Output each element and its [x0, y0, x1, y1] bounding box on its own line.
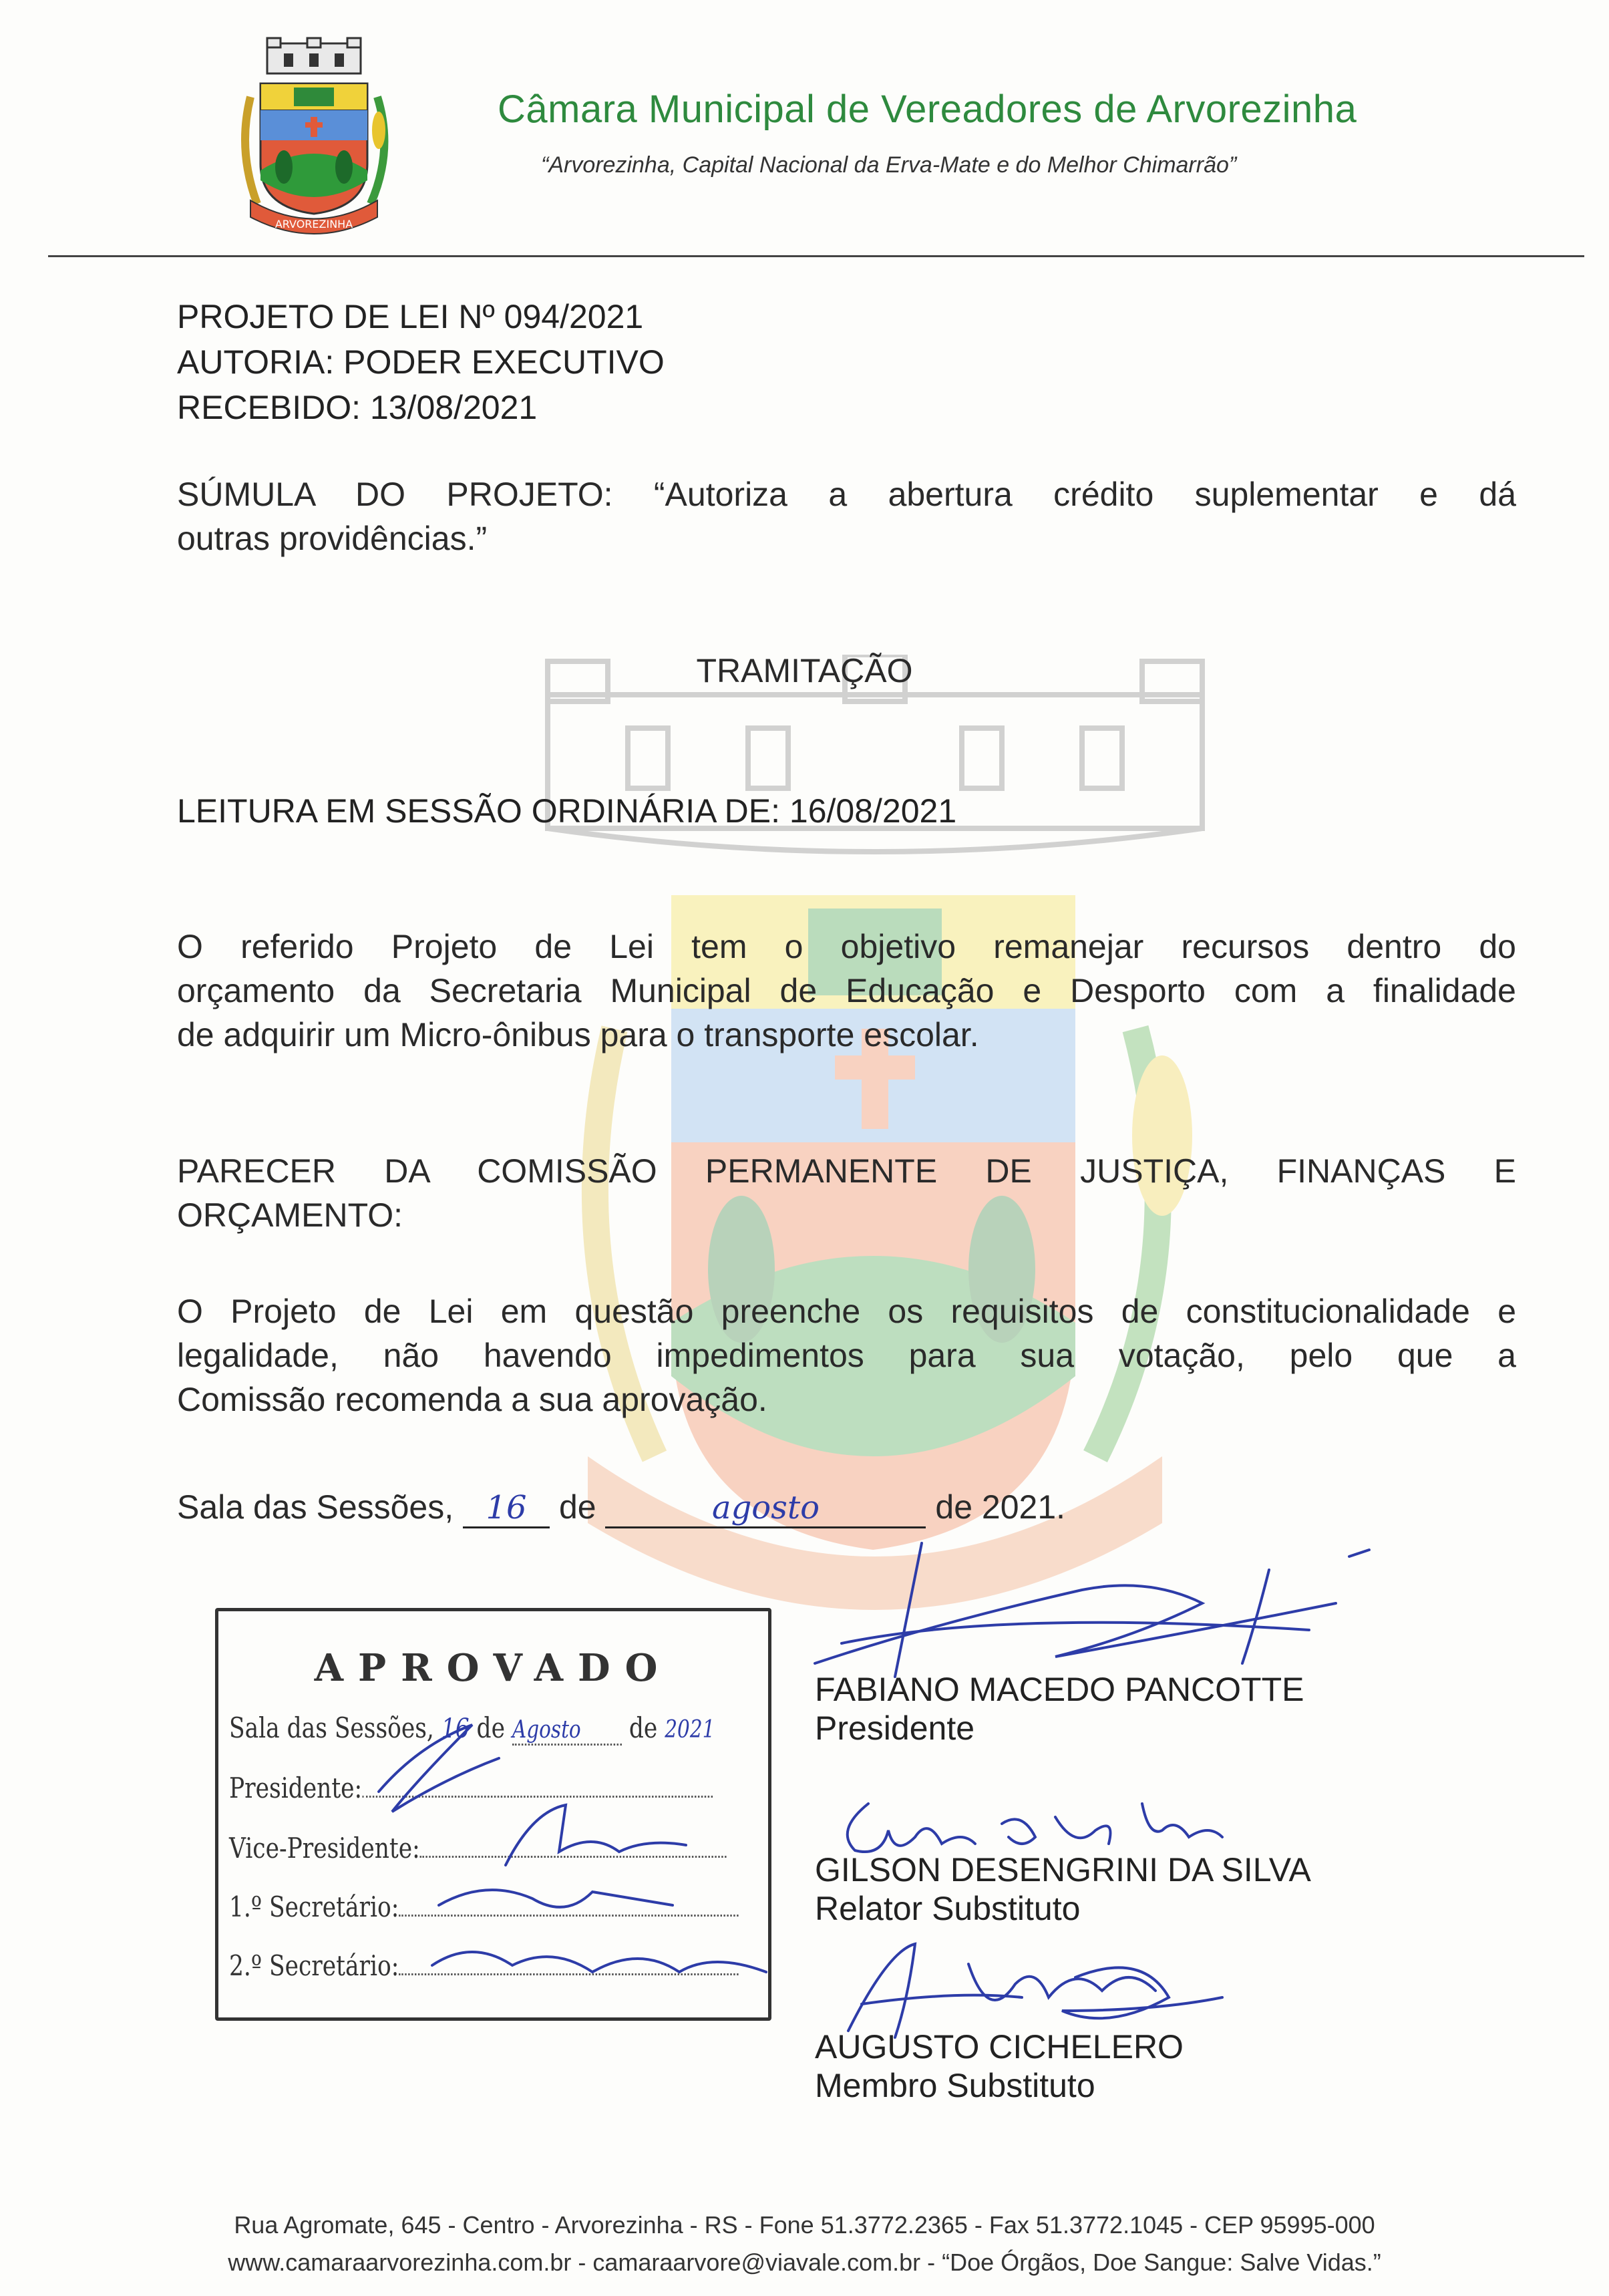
opinion-line-3: Comissão recomenda a sua aprovação.	[177, 1381, 767, 1418]
coat-of-arms-icon	[230, 37, 397, 237]
organization-motto: “Arvorezinha, Capital Nacional da Erva-Mate e do Melhor Chimarrão”	[541, 152, 1237, 178]
stamp-session-month: Agosto	[512, 1716, 622, 1746]
session-date-of: de	[558, 1488, 596, 1526]
approval-stamp	[215, 1608, 771, 2021]
signatory-1	[815, 1670, 1304, 1748]
stamp-president-label: Presidente:	[229, 1772, 363, 1804]
crest-ribbon-text: ARVOREZINHA	[275, 218, 353, 230]
stamp-session-year: 2021	[665, 1716, 715, 1744]
stamp-of-1: de	[476, 1711, 505, 1744]
president-signature-icon	[801, 1530, 1376, 1683]
stamp-first-secretary-label: 1.º Secretário:	[229, 1891, 399, 1923]
signatory-1-name: FABIANO MACEDO PANCOTTE	[815, 1671, 1304, 1708]
stamp-of-2: de	[629, 1711, 658, 1744]
organization-name: Câmara Municipal de Vereadores de Arvorezinha	[498, 88, 1357, 131]
opinion-heading	[177, 1149, 1516, 1237]
summary-line-1: SÚMULA DO PROJETO: “Autoriza a abertura crédito suplementar e dá	[177, 476, 1516, 513]
footer-address: Rua Agromate, 645 - Centro - Arvorezinha - RS - Fone 51.3772.2365 - Fax 51.3772.1045 - CEP 95995-000	[234, 2211, 1375, 2239]
stamp-second-secretary-label: 2.º Secretário:	[229, 1949, 399, 1982]
project-objective	[177, 925, 1516, 1057]
stamp-signatures-icon	[218, 1611, 775, 2024]
signatory-3-name: AUGUSTO CICHELERO	[815, 2028, 1184, 2066]
project-number: PROJETO DE LEI Nº 094/2021	[177, 298, 644, 335]
signatory-2	[815, 1850, 1311, 1928]
objective-line-3: de adquirir um Micro-ônibus para o transporte escolar.	[177, 1016, 979, 1053]
header-divider	[48, 255, 1584, 257]
stamp-title: APROVADO	[314, 1646, 673, 1690]
signatory-1-role: Presidente	[815, 1709, 975, 1747]
project-metadata	[177, 294, 665, 430]
session-date-line	[177, 1488, 1065, 1528]
opinion-text	[177, 1289, 1516, 1422]
reading-session-date: LEITURA EM SESSÃO ORDINÁRIA DE: 16/08/2021	[177, 792, 957, 830]
signatory-2-role: Relator Substituto	[815, 1890, 1081, 1927]
section-heading-tramitacao: TRAMITAÇÃO	[696, 652, 913, 689]
opinion-line-2: legalidade, não havendo impedimentos para sua votação, pelo que a	[177, 1337, 1516, 1374]
opinion-heading-line-1: PARECER DA COMISSÃO PERMANENTE DE JUSTIÇA, FINANÇAS E	[177, 1152, 1516, 1190]
session-day-handwritten: 16	[486, 1489, 527, 1526]
session-month-handwritten: agosto	[711, 1489, 820, 1526]
opinion-line-1: O Projeto de Lei em questão preenche os requisitos de constitucionalidade e	[177, 1293, 1516, 1330]
session-date-suffix: de 2021.	[935, 1488, 1066, 1526]
session-day-field	[463, 1488, 550, 1528]
session-month-field	[605, 1488, 926, 1528]
project-summary	[177, 472, 1516, 560]
signatory-3-role: Membro Substituto	[815, 2067, 1095, 2104]
opinion-heading-line-2: ORÇAMENTO:	[177, 1196, 403, 1234]
signatory-3	[815, 2027, 1184, 2105]
objective-line-2: orçamento da Secretaria Municipal de Educação e Desporto com a finalidade	[177, 972, 1516, 1009]
session-date-prefix: Sala das Sessões,	[177, 1488, 454, 1526]
objective-line-1: O referido Projeto de Lei tem o objetivo remanejar recursos dentro do	[177, 928, 1516, 965]
stamp-session-day: 16	[441, 1713, 470, 1744]
project-received-date: RECEBIDO: 13/08/2021	[177, 389, 538, 426]
signatory-2-name: GILSON DESENGRINI DA SILVA	[815, 1851, 1311, 1889]
summary-line-2: outras providências.”	[177, 520, 488, 557]
footer-contact: www.camaraarvorezinha.com.br - camaraarvore@viavale.com.br - “Doe Órgãos, Doe Sangue: Salve Vidas.”	[228, 2249, 1381, 2276]
stamp-vice-president-label: Vice-Presidente:	[229, 1832, 420, 1864]
stamp-session-label: Sala das Sessões,	[229, 1711, 434, 1744]
project-authorship: AUTORIA: PODER EXECUTIVO	[177, 343, 665, 381]
